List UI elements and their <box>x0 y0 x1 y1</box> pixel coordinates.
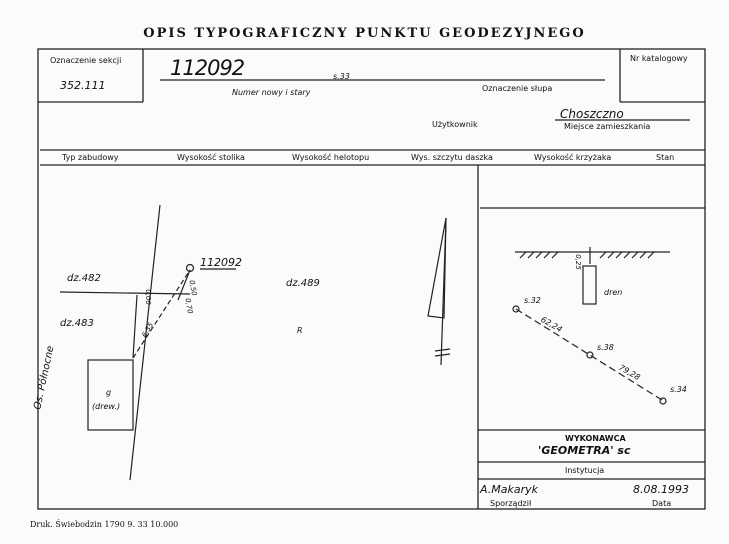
column-header-6: Stan <box>656 153 675 162</box>
column-header-5: Wysokość krzyżaka <box>534 153 612 162</box>
building-label: g <box>106 388 112 397</box>
form-title: OPIS TYPOGRAFICZNY PUNKTU GEODEZYJNEGO <box>143 26 586 41</box>
user-label: Użytkownik <box>432 120 478 129</box>
dimension-3: 0,00 <box>143 289 152 305</box>
detail-sketch <box>513 247 670 404</box>
location-label: Miejsce zamieszkania <box>564 122 651 131</box>
point-b-marker <box>587 352 593 358</box>
location-sketch <box>60 205 450 480</box>
executor-label: WYKONAWCA <box>565 434 626 443</box>
drain-label: dren <box>604 288 623 297</box>
old-number: s.33 <box>333 72 350 81</box>
pillar-label: Oznaczenie słupa <box>482 84 553 93</box>
parcel-boundary-482 <box>60 292 190 294</box>
street-label: Os. Północne <box>32 344 57 411</box>
author-value: A.Makaryk <box>480 483 538 496</box>
date-label: Data <box>652 499 672 508</box>
point-number: 112092 <box>170 56 245 80</box>
number-label: Numer nowy i stary <box>232 88 311 97</box>
parcel-489-label: dz.489 <box>286 278 320 289</box>
executor-name: 'GEOMETRA' sc <box>538 444 631 457</box>
dimension-2: 0,70 <box>183 297 195 315</box>
land-use-label: R <box>297 326 303 335</box>
distance-b-label: 79,28 <box>617 362 642 383</box>
parcel-483-label: dz.483 <box>60 318 94 329</box>
dimension-1: 0,50 <box>187 279 199 297</box>
institution-label: Instytucja <box>565 466 605 475</box>
point-b-label: s.38 <box>597 343 614 352</box>
column-header-4: Wys. szczytu daszka <box>411 153 493 162</box>
section-value: 352.111 <box>60 79 106 92</box>
section-label: Oznaczenie sekcji <box>50 56 122 65</box>
dimension-4: 6,35 <box>140 321 156 339</box>
print-footer: Druk. Świebodzin 1790 9. 33 10.000 <box>30 520 179 529</box>
column-header-2: Wysokość stolika <box>177 153 245 162</box>
measure-line <box>516 309 662 400</box>
distance-a-label: 62,24 <box>539 314 564 335</box>
parcel-boundary-vertical <box>133 295 137 358</box>
point-c-marker <box>660 398 666 404</box>
sketch-point-number: 112092 <box>200 256 242 269</box>
column-header-3: Wysokość helotopu <box>292 153 370 162</box>
tie-line <box>133 270 190 358</box>
point-c-label: s.34 <box>670 385 687 394</box>
drain-marker <box>583 266 596 304</box>
building-sub-label: (drew.) <box>92 402 121 411</box>
depth-label: 0,25 <box>573 254 582 270</box>
parcel-482-label: dz.482 <box>67 273 101 284</box>
location-value: Choszczno <box>560 107 624 121</box>
north-arrow-tick-2 <box>435 354 450 356</box>
column-header-1: Typ zabudowy <box>62 153 119 162</box>
point-a-label: s.32 <box>524 296 541 305</box>
author-label: Sporządził <box>490 499 532 508</box>
catalog-label: Nr katalogowy <box>630 54 688 63</box>
ground-hatching <box>520 252 654 258</box>
north-arrow-tick-1 <box>435 349 450 351</box>
date-value: 8.08.1993 <box>633 483 689 496</box>
